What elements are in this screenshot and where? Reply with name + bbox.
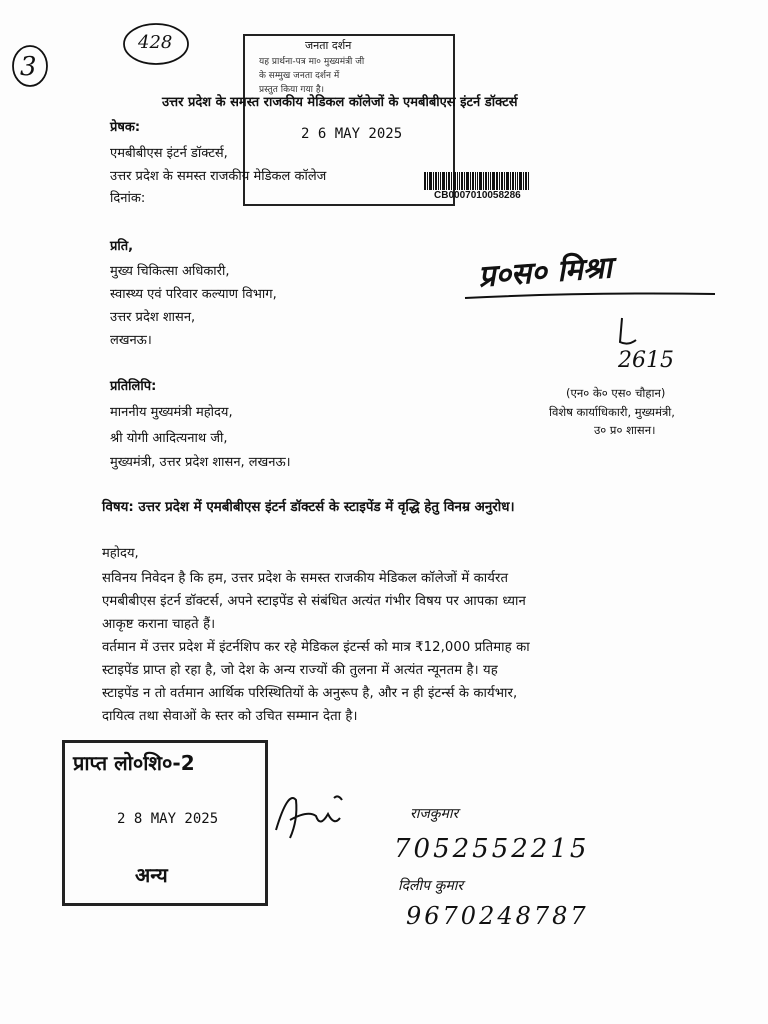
body-line-2: एमबीबीएस इंटर्न डॉक्टर्स, अपने स्टाइपेंड से संबंधित अत्यंत गंभीर विषय पर आपका ध्यान <box>102 594 526 609</box>
subject: विषय: उत्तर प्रदेश में एमबीबीएस इंटर्न डॉक्टर्स के स्टाइपेंड में वृद्धि हेतु विनम्र अनुरोध। <box>102 500 515 515</box>
officer-name: (एन० के० एस० चौहान) <box>566 386 666 400</box>
body-line-7: दायित्व तथा सेवाओं के स्तर को उचित सम्मान देता है। <box>102 709 358 724</box>
sender-label: प्रेषक: <box>110 120 141 135</box>
contact1-phone: 7052552215 <box>394 834 590 864</box>
recipient-label: प्रति, <box>110 239 134 254</box>
officer-handwritten-number: 2615 <box>618 348 674 373</box>
received-stamp-header: प्राप्त लो०शि०-2 <box>73 751 195 775</box>
received-stamp-date: 2 8 MAY 2025 <box>117 811 219 827</box>
barcode <box>424 172 529 190</box>
stamp-line-2: के सम्मुख जनता दर्शन में <box>259 71 340 81</box>
recipient-line-1: मुख्य चिकित्सा अधिकारी, <box>110 264 230 279</box>
contact2-name: दिलीप कुमार <box>398 878 464 894</box>
officer-office: उ० प्र० शासन। <box>594 423 656 437</box>
sender-line-1: एमबीबीएस इंटर्न डॉक्टर्स, <box>110 146 228 161</box>
page-number: 3 <box>20 52 37 82</box>
body-line-4: वर्तमान में उत्तर प्रदेश में इंटर्नशिप कर रहे मेडिकल इंटर्न्स को मात्र ₹12,000 प्रतिमाह का <box>102 640 530 655</box>
body-line-5: स्टाइपेंड प्राप्त हो रहा है, जो देश के अन्य राज्यों की तुलना में अत्यंत न्यूनतम है। यह <box>102 663 498 678</box>
sender-line-2: उत्तर प्रदेश के समस्त राजकीय मेडिकल कॉलेज <box>110 169 327 184</box>
recipient-line-3: उत्तर प्रदेश शासन, <box>110 310 196 325</box>
handwritten-note: प्र०स० मिश्रा <box>477 250 613 295</box>
officer-designation: विशेष कार्याधिकारी, मुख्यमंत्री, <box>549 405 675 419</box>
received-stamp-footer: अन्य <box>135 863 168 887</box>
recipient-line-2: स्वास्थ्य एवं परिवार कल्याण विभाग, <box>110 287 277 302</box>
recipient-line-4: लखनऊ। <box>110 333 152 348</box>
salutation: महोदय, <box>102 546 139 561</box>
stamp-date: 2 6 MAY 2025 <box>301 126 403 142</box>
file-number: 428 <box>138 32 173 53</box>
copy-to-line-1: माननीय मुख्यमंत्री महोदय, <box>110 405 233 420</box>
applicant-signature <box>268 780 378 850</box>
copy-to-label: प्रतिलिपि: <box>110 379 157 394</box>
stamp-line-3: प्रस्तुत किया गया है। <box>259 85 325 95</box>
copy-to-line-2: श्री योगी आदित्यनाथ जी, <box>110 431 228 446</box>
date-label: दिनांक: <box>110 191 146 206</box>
body-line-1: सविनय निवेदन है कि हम, उत्तर प्रदेश के समस्त राजकीय मेडिकल कॉलेजों में कार्यरत <box>102 571 509 586</box>
received-stamp <box>62 740 268 906</box>
stamp-header: जनता दर्शन <box>305 39 352 52</box>
contact2-phone: 9670248787 <box>406 902 589 930</box>
contact1-name: राजकुमार <box>410 806 459 822</box>
stamp-line-1: यह प्रार्थना-पत्र मा० मुख्यमंत्री जी <box>259 57 365 67</box>
body-line-6: स्टाइपेंड न तो वर्तमान आर्थिक परिस्थितियों के अनुरूप है, और न ही इंटर्न्स के कार्यभार, <box>102 686 518 701</box>
body-line-3: आकृष्ट कराना चाहते हैं। <box>102 617 216 632</box>
note-underline <box>465 290 725 302</box>
barcode-number: CB0007010058286 <box>434 190 521 201</box>
document-title: उत्तर प्रदेश के समस्त राजकीय मेडिकल कॉलेजों के एमबीबीएस इंटर्न डॉक्टर्स <box>162 95 518 110</box>
copy-to-line-3: मुख्यमंत्री, उत्तर प्रदेश शासन, लखनऊ। <box>110 455 291 470</box>
